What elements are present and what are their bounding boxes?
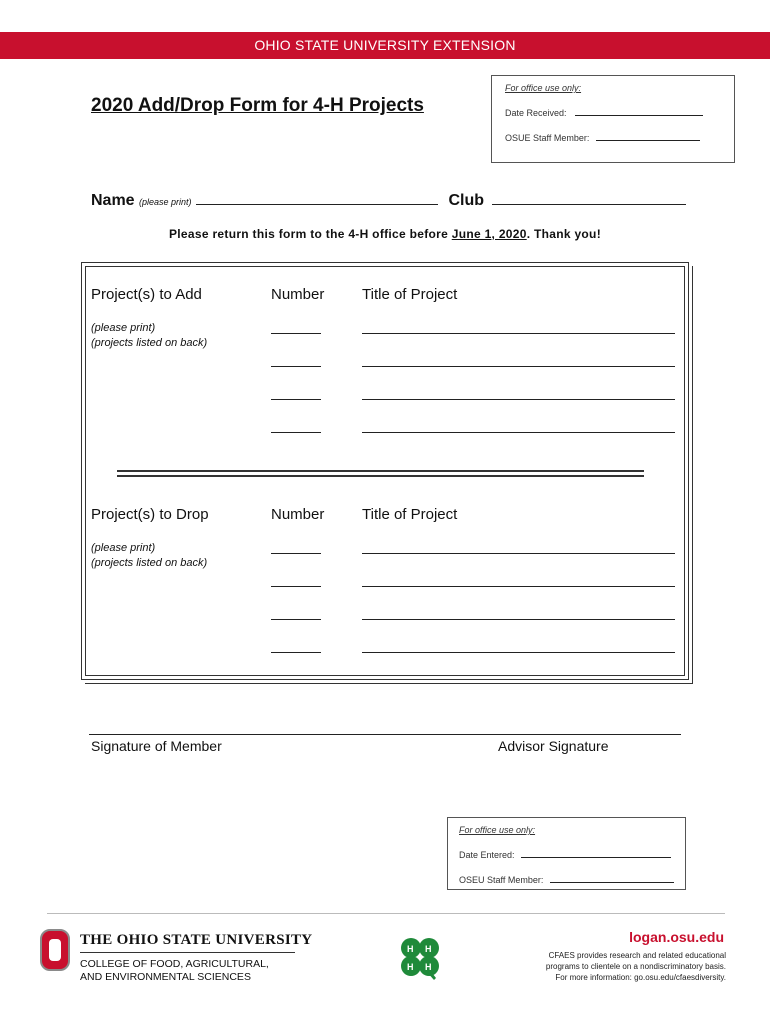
drop-note-projects: (projects listed on back) (91, 557, 208, 569)
disclaimer-line-1: CFAES provides research and related educational (548, 951, 726, 960)
staff-member-label: OSUE Staff Member: (505, 133, 590, 143)
drop-title-field-3[interactable] (362, 619, 675, 620)
college-name (80, 958, 269, 984)
banner: OHIO STATE UNIVERSITY EXTENSION (0, 32, 770, 59)
add-title-field-4[interactable] (362, 432, 675, 433)
svg-text:H: H (407, 962, 414, 972)
add-number-header: Number (271, 286, 325, 303)
club-field[interactable] (492, 192, 686, 205)
club-label: Club (448, 192, 485, 209)
signature-line[interactable] (89, 734, 681, 735)
university-rule (80, 952, 295, 953)
disclaimer-line-2: programs to clientele on a nondiscriminatory basis. (545, 962, 726, 971)
date-received-row (505, 108, 703, 118)
office-use-box-top (491, 75, 735, 163)
date-entered-label: Date Entered: (459, 850, 515, 860)
drop-number-field-2[interactable] (271, 586, 321, 587)
name-field[interactable] (196, 192, 438, 205)
date-entered-field[interactable] (521, 851, 671, 858)
college-line-2: AND ENVIRONMENTAL SCIENCES (80, 971, 251, 983)
drop-title-header: Title of Project (362, 506, 458, 523)
staff-member-row (505, 133, 700, 143)
office-use-header-bottom: For office use only: (459, 825, 536, 835)
office-use-box-bottom (447, 817, 686, 890)
return-notice (0, 227, 770, 241)
drop-number-field-4[interactable] (271, 652, 321, 653)
form-title: 2020 Add/Drop Form for 4-H Projects (91, 95, 424, 116)
drop-heading: Project(s) to Drop (91, 506, 209, 523)
drop-note (91, 541, 207, 571)
drop-number-field-3[interactable] (271, 619, 321, 620)
drop-number-header: Number (271, 506, 325, 523)
add-note (91, 321, 207, 351)
footer-rule (47, 913, 725, 914)
oseu-staff-field[interactable] (550, 876, 674, 883)
date-received-label: Date Received: (505, 108, 567, 118)
date-received-field[interactable] (575, 109, 703, 116)
member-signature-label: Signature of Member (91, 738, 222, 754)
please-print-hint: (please print) (139, 197, 192, 207)
advisor-signature-label: Advisor Signature (498, 738, 609, 754)
website-link[interactable]: logan.osu.edu (629, 929, 724, 945)
osu-block-o-logo-icon (40, 929, 70, 971)
svg-text:H: H (407, 944, 414, 954)
drop-note-print: (please print) (91, 542, 156, 554)
office-use-header: For office use only: (505, 83, 582, 93)
add-heading: Project(s) to Add (91, 286, 202, 303)
add-note-projects: (projects listed on back) (91, 337, 208, 349)
svg-text:H: H (425, 944, 432, 954)
4h-clover-logo-icon (396, 933, 444, 981)
drop-title-field-1[interactable] (362, 553, 675, 554)
oseu-staff-label: OSEU Staff Member: (459, 875, 544, 885)
disclaimer-line-3: For more information: go.osu.edu/cfaesdiversity. (555, 973, 726, 982)
add-number-field-2[interactable] (271, 366, 321, 367)
oseu-staff-row (459, 875, 674, 885)
drop-number-field-1[interactable] (271, 553, 321, 554)
add-title-field-1[interactable] (362, 333, 675, 334)
university-name: THE OHIO STATE UNIVERSITY (80, 932, 313, 948)
section-divider (117, 470, 644, 477)
drop-title-field-4[interactable] (362, 652, 675, 653)
add-title-header: Title of Project (362, 286, 458, 303)
notice-text: Please return this form to the 4-H office before (168, 227, 452, 241)
deadline-date: June 1, 2020 (451, 227, 527, 241)
disclaimer (546, 950, 726, 983)
add-title-field-2[interactable] (362, 366, 675, 367)
drop-title-field-2[interactable] (362, 586, 675, 587)
add-number-field-1[interactable] (271, 333, 321, 334)
staff-member-field[interactable] (596, 134, 700, 141)
college-line-1: COLLEGE OF FOOD, AGRICULTURAL, (80, 958, 269, 970)
name-label: Name (91, 192, 135, 209)
name-club-row (91, 192, 686, 210)
notice-thanks: . Thank you! (526, 227, 601, 241)
add-number-field-4[interactable] (271, 432, 321, 433)
add-title-field-3[interactable] (362, 399, 675, 400)
add-note-print: (please print) (91, 322, 156, 334)
date-entered-row (459, 850, 671, 860)
add-number-field-3[interactable] (271, 399, 321, 400)
svg-text:H: H (425, 962, 432, 972)
